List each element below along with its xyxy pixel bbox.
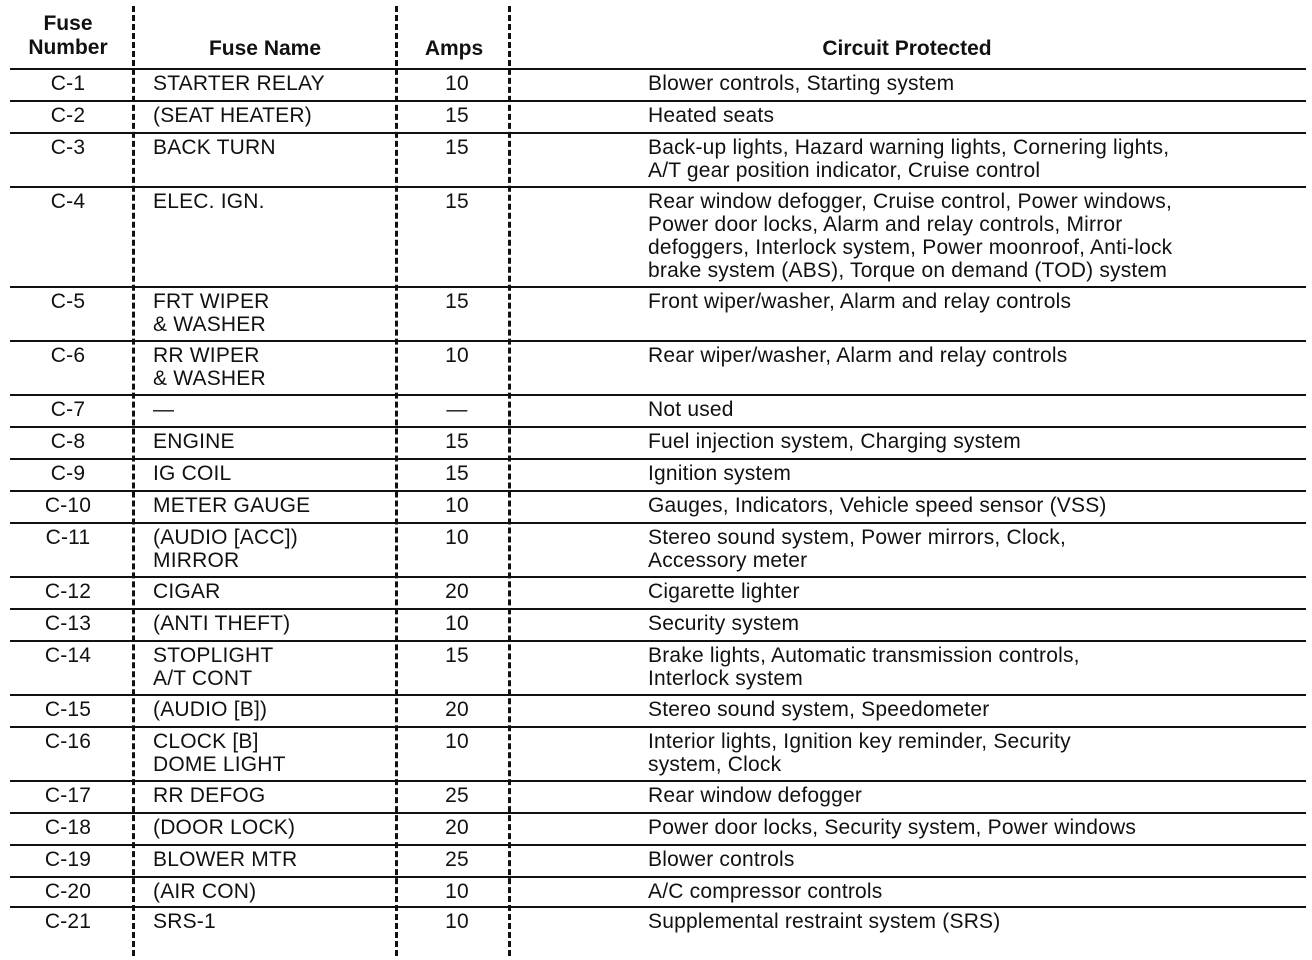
circuit-cell: Front wiper/washer, Alarm and relay controls [648, 290, 1072, 313]
fuse-number-cell: C-6 [50, 344, 86, 367]
amps-cell: 25 [445, 848, 469, 871]
circuit-cell: A/C compressor controls [648, 880, 883, 903]
fuse-name-cell: (AIR CON) [153, 880, 257, 903]
amps-cell: 15 [445, 430, 469, 453]
row-separator [10, 726, 1306, 728]
circuit-cell: Supplemental restraint system (SRS) [648, 910, 1001, 933]
fuse-name-cell: RR DEFOG [153, 784, 266, 807]
fuse-number-cell: C-12 [44, 580, 92, 603]
row-separator [10, 394, 1306, 396]
circuit-cell: Interior lights, Ignition key reminder, Security system, Clock [648, 730, 1071, 776]
row-separator [10, 132, 1306, 134]
fuse-number-cell: C-20 [44, 880, 92, 903]
header-amps: Amps [424, 37, 484, 60]
amps-cell: 10 [445, 72, 469, 95]
row-separator [10, 100, 1306, 102]
amps-cell: 10 [445, 526, 469, 549]
amps-cell: 15 [445, 104, 469, 127]
fuse-name-cell: IG COIL [153, 462, 232, 485]
row-separator [10, 458, 1306, 460]
fuse-number-cell: C-18 [44, 816, 92, 839]
amps-cell: 15 [445, 136, 469, 159]
fuse-number-cell: C-10 [44, 494, 92, 517]
header-circuit-protected: Circuit Protected [822, 37, 992, 60]
row-separator [10, 426, 1306, 428]
circuit-cell: Not used [648, 398, 734, 421]
row-separator [10, 780, 1306, 782]
amps-cell: 10 [445, 880, 469, 903]
fuse-name-cell: CLOCK [B] DOME LIGHT [153, 730, 286, 776]
fuse-number-cell: C-3 [50, 136, 86, 159]
amps-cell: 10 [445, 612, 469, 635]
fuse-number-cell: C-2 [50, 104, 86, 127]
fuse-number-cell: C-14 [44, 644, 92, 667]
fuse-name-cell: STOPLIGHT A/T CONT [153, 644, 274, 690]
circuit-cell: Rear window defogger, Cruise control, Power windows, Power door locks, Alarm and relay controls, Mirror defoggers, Interlock system, Power moonroof, Anti-lock brake system (ABS), Torque on demand (TOD) system [648, 190, 1173, 282]
amps-cell: 15 [445, 644, 469, 667]
fuse-number-cell: C-16 [44, 730, 92, 753]
row-separator [10, 576, 1306, 578]
amps-cell: 15 [445, 462, 469, 485]
amps-cell: 10 [445, 344, 469, 367]
circuit-cell: Cigarette lighter [648, 580, 800, 603]
circuit-cell: Fuel injection system, Charging system [648, 430, 1021, 453]
circuit-cell: Security system [648, 612, 800, 635]
header-fuse-number: Fuse Number [28, 12, 108, 59]
circuit-cell: Gauges, Indicators, Vehicle speed sensor (VSS) [648, 494, 1107, 517]
fuse-name-cell: (DOOR LOCK) [153, 816, 296, 839]
circuit-cell: Ignition system [648, 462, 792, 485]
fuse-number-cell: C-15 [44, 698, 92, 721]
row-separator [10, 640, 1306, 642]
circuit-cell: Stereo sound system, Power mirrors, Clock, Accessory meter [648, 526, 1067, 572]
amps-cell: 10 [445, 910, 469, 933]
row-separator [10, 286, 1306, 288]
fuse-number-cell: C-9 [50, 462, 86, 485]
amps-cell: 10 [445, 494, 469, 517]
fuse-number-cell: C-21 [44, 910, 92, 933]
fuse-number-cell: C-4 [50, 190, 86, 213]
fuse-number-cell: C-19 [44, 848, 92, 871]
fuse-number-cell: C-7 [50, 398, 86, 421]
row-separator [10, 490, 1306, 492]
row-separator [10, 186, 1306, 188]
circuit-cell: Blower controls [648, 848, 795, 871]
amps-cell: 15 [445, 190, 469, 213]
amps-cell: 20 [445, 580, 469, 603]
header-fuse-name: Fuse Name [208, 37, 322, 60]
row-separator [10, 906, 1306, 908]
fuse-name-cell: ENGINE [153, 430, 235, 453]
row-separator [10, 608, 1306, 610]
fuse-name-cell: BACK TURN [153, 136, 276, 159]
circuit-cell: Brake lights, Automatic transmission controls, Interlock system [648, 644, 1080, 690]
amps-cell: 20 [445, 816, 469, 839]
fuse-name-cell: FRT WIPER & WASHER [153, 290, 270, 336]
fuse-name-cell: SRS-1 [153, 910, 216, 933]
row-separator [10, 522, 1306, 524]
fuse-number-cell: C-5 [50, 290, 86, 313]
fuse-name-cell: — [153, 398, 175, 421]
circuit-cell: Power door locks, Security system, Power windows [648, 816, 1137, 839]
circuit-cell: Heated seats [648, 104, 775, 127]
row-separator [10, 812, 1306, 814]
fuse-name-cell: (AUDIO [ACC]) MIRROR [153, 526, 298, 572]
fuse-name-cell: METER GAUGE [153, 494, 311, 517]
fuse-name-cell: BLOWER MTR [153, 848, 298, 871]
fuse-name-cell: CIGAR [153, 580, 221, 603]
row-separator [10, 876, 1306, 878]
fuse-number-cell: C-11 [45, 526, 91, 549]
circuit-cell: Rear wiper/washer, Alarm and relay controls [648, 344, 1068, 367]
amps-cell: 25 [445, 784, 469, 807]
row-separator [10, 68, 1306, 70]
fuse-number-cell: C-8 [50, 430, 86, 453]
fuse-name-cell: (SEAT HEATER) [153, 104, 312, 127]
fuse-name-cell: (AUDIO [B]) [153, 698, 268, 721]
fuse-name-cell: (ANTI THEFT) [153, 612, 291, 635]
circuit-cell: Rear window defogger [648, 784, 863, 807]
amps-cell: 20 [445, 698, 469, 721]
fuse-number-cell: C-13 [44, 612, 92, 635]
amps-cell: 15 [445, 290, 469, 313]
fuse-name-cell: RR WIPER & WASHER [153, 344, 266, 390]
row-separator [10, 844, 1306, 846]
circuit-cell: Back-up lights, Hazard warning lights, Cornering lights, A/T gear position indicator, Cruise control [648, 136, 1170, 182]
circuit-cell: Stereo sound system, Speedometer [648, 698, 990, 721]
amps-cell: 10 [445, 730, 469, 753]
amps-cell: — [446, 398, 468, 421]
row-separator [10, 340, 1306, 342]
fuse-number-cell: C-1 [50, 72, 86, 95]
fuse-name-cell: ELEC. IGN. [153, 190, 265, 213]
fuse-number-cell: C-17 [44, 784, 92, 807]
circuit-cell: Blower controls, Starting system [648, 72, 955, 95]
fuse-name-cell: STARTER RELAY [153, 72, 325, 95]
row-separator [10, 694, 1306, 696]
